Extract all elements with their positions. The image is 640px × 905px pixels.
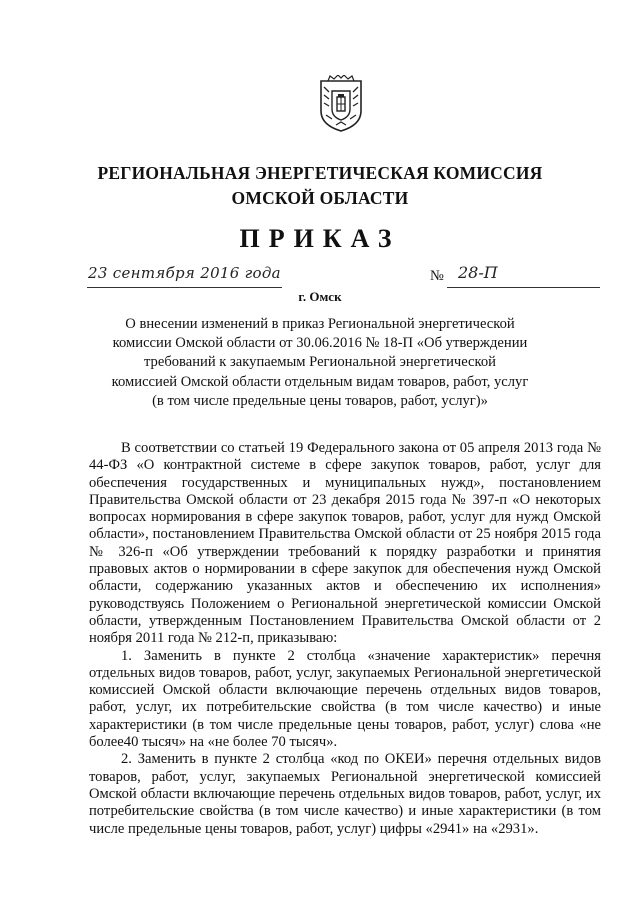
preamble-paragraph: В соответствии со статьей 19 Федерального закона от 05 апреля 2013 года № 44-ФЗ «О контрактной системе в сфере закупок товаров, работ, услуг для обеспечения государственных и муниципальных нужд», постановлением Правительства Омской области от 23 декабря 2015 года № 397-п «О некоторых вопросах нормирования в сфере закупок товаров, работ, услуг для нужд Омской области», постановлением Правительства Омской области от 25 ноября 2015 года № 326-п «Об утверждении требований к порядку разработки и принятия правовых актов о нормировании в сфере закупок для обеспечения нужд Омской области, содержанию указанных актов и обеспечению их исполнения» руководствуясь Положением о Региональной энергетической комиссии Омской области, утвержденным Постановлением Правительства Омской области от 2 ноября 2011 года № 212-п, приказываю: <box>89 440 601 647</box>
handwritten-date: 23 сентября 2016 года <box>88 264 281 282</box>
number-label: № <box>430 268 444 284</box>
item-2-paragraph: 2. Заменить в пункте 2 столбца «код по ОКЕИ» перечня отдельных видов товаров, работ, услуг, закупаемых Региональной энергетической комиссией Омской области включающие перечень отдельных видов товаров, работ, услуг, их потребительские свойства (в том числе качество) и иные характеристики (в том числе предельные цены товаров, работ, услуг) цифры «2941» на «2931». <box>89 751 601 837</box>
handwritten-number: 28-П <box>458 263 498 282</box>
item-1-paragraph: 1. Заменить в пункте 2 столбца «значение характеристик» перечня отдельных видов товаров, работ, услуг, закупаемых Региональной энергетической комиссией Омской области включающие перечень отдельных видов товаров, работ, услуг, их потребительские свойства (в том числе качество) и иные характеристики (в том числе предельные цены товаров, работ, услуг) слова «не более40 тысяч» на «не более 70 тысяч». <box>89 647 601 751</box>
organization-name-line2: ОМСКОЙ ОБЛАСТИ <box>231 188 409 208</box>
date-underline <box>87 287 282 288</box>
organization-name-line1: РЕГИОНАЛЬНАЯ ЭНЕРГЕТИЧЕСКАЯ КОМИССИЯ <box>97 163 543 183</box>
document-body <box>89 440 601 838</box>
city-name: г. Омск <box>298 289 342 304</box>
document-subject: О внесении изменений в приказ Региональной энергетической комиссии Омской области от 30.06.2016 № 18-П «Об утверждении требований к закупаемым Региональной энергетической комиссией Омской области отдельным видам товаров, работ, услуг (в том числе предельные цены товаров, работ, услуг)» <box>111 316 529 409</box>
omsk-region-coat-of-arms-icon <box>318 75 364 133</box>
number-underline <box>447 287 600 288</box>
document-type-title: ПРИКАЗ <box>239 224 401 253</box>
